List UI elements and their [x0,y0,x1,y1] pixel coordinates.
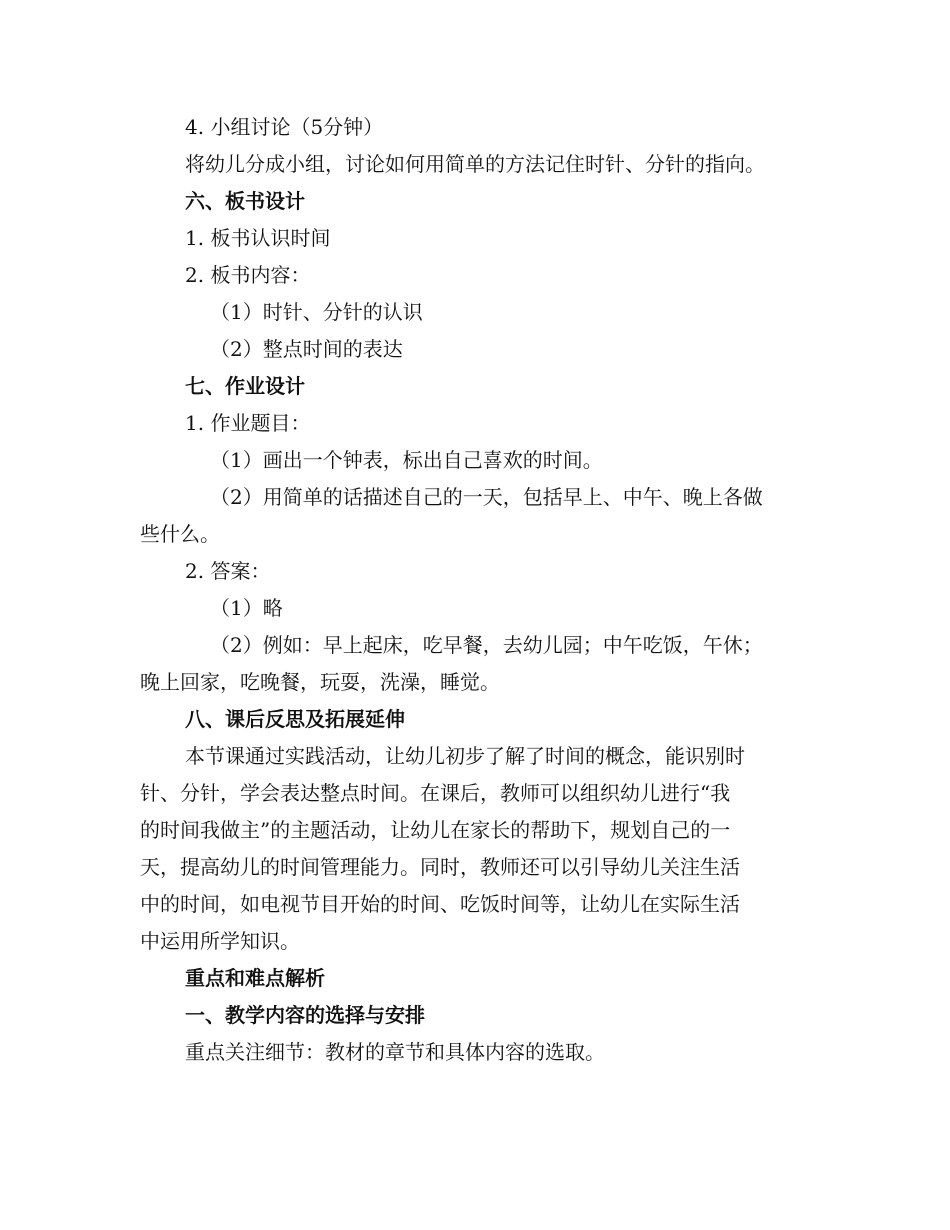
paragraph-focus-details: 重点关注细节：教材的章节和具体内容的选取。 [185,1040,605,1064]
sub-item-answer-2: （2）例如：早上起床，吃早餐，去幼儿园；中午吃饭，午休； [210,633,763,657]
paragraph-group-discussion: 将幼儿分成小组，讨论如何用简单的方法记住时针、分针的指向。 [185,152,765,176]
paragraph-reflection-line-5: 中的时间，如电视节目开始的时间、吃饭时间等，让幼儿在实际生活 [140,892,740,916]
list-item-homework-questions: 1. 作业题目： [185,411,311,435]
sub-item-describe-day-continued: 些什么。 [140,522,220,546]
sub-item-answer-2-continued: 晚上回家，吃晚餐，玩耍，洗澡，睡觉。 [140,670,500,694]
list-item-group-discussion: 4. 小组讨论（5分钟） [185,115,384,139]
sub-item-hands: （1）时针、分针的认识 [210,300,423,324]
heading-board-design: 六、板书设计 [185,189,305,213]
heading-reflection: 八、课后反思及拓展延伸 [185,707,405,731]
heading-homework-design: 七、作业设计 [185,374,305,398]
heading-content-selection: 一、教学内容的选择与安排 [185,1003,425,1027]
sub-item-describe-day: （2）用简单的话描述自己的一天，包括早上、中午、晚上各做 [210,485,763,509]
paragraph-reflection-line-6: 中运用所学知识。 [140,929,300,953]
sub-item-answer-1: （1）略 [210,596,283,620]
list-item-board-content: 2. 板书内容： [185,263,311,287]
paragraph-reflection-line-4: 天，提高幼儿的时间管理能力。同时，教师还可以引导幼儿关注生活 [140,855,740,879]
paragraph-reflection-line-2: 针、分针，学会表达整点时间。在课后，教师可以组织幼儿进行“我 [140,781,731,805]
list-item-answers: 2. 答案： [185,559,271,583]
heading-key-points: 重点和难点解析 [185,966,325,990]
list-item-board-title: 1. 板书认识时间 [185,226,331,250]
paragraph-reflection-line-3: 的时间我做主”的主题活动，让幼儿在家长的帮助下，规划自己的一 [140,818,731,842]
sub-item-draw-clock: （1）画出一个钟表，标出自己喜欢的时间。 [210,448,603,472]
paragraph-reflection-line-1: 本节课通过实践活动，让幼儿初步了解了时间的概念，能识别时 [185,744,745,768]
sub-item-hour-expression: （2）整点时间的表达 [210,337,403,361]
